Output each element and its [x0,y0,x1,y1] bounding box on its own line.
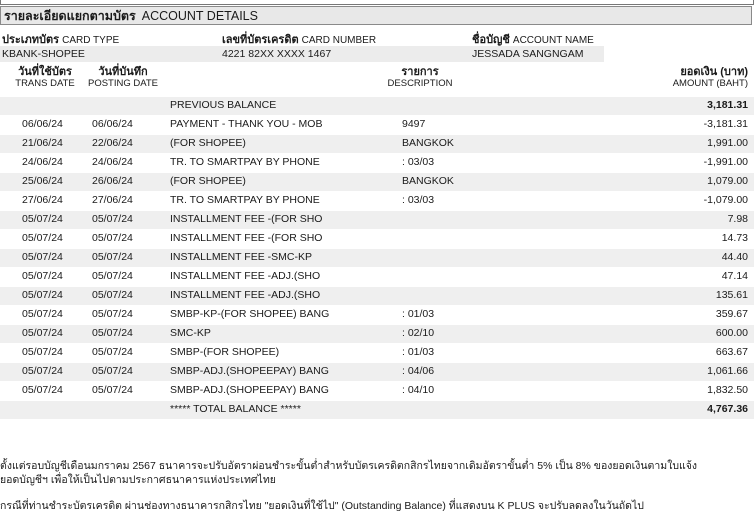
column-header-description: รายการ DESCRIPTION [387,66,453,89]
description-cell: INSTALLMENT FEE -SMC-KP [170,251,312,263]
section-title-thai: รายละเอียดแยกตามบัตร [4,8,136,23]
posting-date-cell: 24/06/24 [92,156,133,168]
description-cell: INSTALLMENT FEE -ADJ.(SHO [170,289,321,301]
rate-change-notice: ตั้งแต่รอบบัญชีเดือนมกราคม 2567 ธนาคารจะปรับอัตราผ่อนชำระขั้นต่ำสำหรับบัตรเครดิตกสิกรไทยจากเดิมอัตราขั้นต่ำ 5% เป็น 8% ของยอดเงินตามใบแจ้ง ยอดบัญชีฯ เพื่อให้เป็นไปตามประกาศธนาคารแห่งประเทศไทย [0,460,698,486]
posting-date-cell: 26/06/24 [92,175,133,187]
card-number-value: 4221 82XX XXXX 1467 [222,48,332,60]
amount-cell: 359.67 [715,308,748,320]
trans-date-cell: 27/06/24 [22,194,63,206]
trans-date-cell: 25/06/24 [22,175,63,187]
reference-cell: : 03/03 [402,156,435,168]
table-row [0,401,754,419]
table-row [0,382,754,400]
table-row [0,230,754,248]
top-border [0,0,754,5]
description-cell: ***** TOTAL BALANCE ***** [170,403,301,415]
reference-cell: : 01/03 [402,308,435,320]
column-header-posting-date: วันที่บันทึก POSTING DATE [87,66,159,89]
reference-cell: 9497 [402,118,426,130]
section-title-english: ACCOUNT DETAILS [141,8,258,23]
description-cell: INSTALLMENT FEE -(FOR SHO [170,232,323,244]
card-type-label: ประเภทบัตร CARD TYPE [2,34,120,46]
posting-date-cell: 05/07/24 [92,270,133,282]
amount-cell: 663.67 [715,346,748,358]
reference-cell: BANGKOK [402,175,454,187]
posting-date-cell: 05/07/24 [92,251,133,263]
posting-date-cell: 05/07/24 [92,346,133,358]
table-row [0,344,754,362]
trans-date-cell: 05/07/24 [22,232,63,244]
reference-cell: : 01/03 [402,346,435,358]
table-row [0,363,754,381]
trans-date-cell: 05/07/24 [22,308,63,320]
trans-date-cell: 05/07/24 [22,365,63,377]
amount-cell: 3,181.31 [707,99,748,111]
amount-cell: -3,181.31 [703,118,748,130]
amount-cell: 47.14 [721,270,748,282]
amount-cell: 1,991.00 [707,137,748,149]
table-row [0,306,754,324]
amount-cell: 135.61 [715,289,748,301]
amount-cell: -1,991.00 [703,156,748,168]
trans-date-cell: 05/07/24 [22,289,63,301]
amount-cell: 4,767.36 [707,403,748,415]
amount-cell: 1,832.50 [707,384,748,396]
posting-date-cell: 05/07/24 [92,289,133,301]
amount-cell: 600.00 [715,327,748,339]
account-name-value: JESSADA SANGNGAM [472,48,584,60]
trans-date-cell: 05/07/24 [22,213,63,225]
amount-cell: 44.40 [721,251,748,263]
reference-cell: BANGKOK [402,137,454,149]
posting-date-cell: 27/06/24 [92,194,133,206]
reference-cell: : 02/10 [402,327,435,339]
posting-date-cell: 05/07/24 [92,213,133,225]
table-row [0,211,754,229]
table-row [0,325,754,343]
table-row [0,173,754,191]
trans-date-cell: 05/07/24 [22,384,63,396]
reference-cell: : 03/03 [402,194,435,206]
amount-cell: 14.73 [721,232,748,244]
posting-date-cell: 06/06/24 [92,118,133,130]
description-cell: (FOR SHOPEE) [170,175,246,187]
trans-date-cell: 06/06/24 [22,118,63,130]
table-row [0,97,754,115]
description-cell: SMC-KP [170,327,211,339]
section-title-bar [0,6,752,25]
description-cell: PREVIOUS BALANCE [170,99,277,111]
amount-cell: 1,061.66 [707,365,748,377]
trans-date-cell: 05/07/24 [22,346,63,358]
account-name-label: ชื่อบัญชี ACCOUNT NAME [472,34,594,46]
amount-cell: -1,079.00 [703,194,748,206]
card-number-label: เลขที่บัตรเครดิต CARD NUMBER [222,34,377,46]
posting-date-cell: 05/07/24 [92,365,133,377]
description-cell: INSTALLMENT FEE -(FOR SHO [170,213,323,225]
description-cell: PAYMENT - THANK YOU - MOB [170,118,323,130]
table-row [0,154,754,172]
payment-notice: กรณีที่ท่านชำระบัตรเครดิต ผ่านช่องทางธนาคารกสิกรไทย "ยอดเงินที่ใช้ไป" (Outstanding Balance) ที่แสดงบน K PLUS จะปรับลดลงในวันถัดไป [0,500,644,512]
column-header-trans-date: วันที่ใช้บัตร TRANS DATE [15,66,75,89]
description-cell: SMBP-ADJ.(SHOPEEPAY) BANG [170,365,329,377]
trans-date-cell: 05/07/24 [22,327,63,339]
posting-date-cell: 05/07/24 [92,327,133,339]
posting-date-cell: 05/07/24 [92,232,133,244]
card-type-value: KBANK-SHOPEE [2,48,85,60]
table-row [0,192,754,210]
table-row [0,287,754,305]
trans-date-cell: 21/06/24 [22,137,63,149]
description-cell: TR. TO SMARTPAY BY PHONE [170,156,320,168]
table-row [0,249,754,267]
reference-cell: : 04/10 [402,384,435,396]
amount-cell: 1,079.00 [707,175,748,187]
table-row [0,116,754,134]
posting-date-cell: 05/07/24 [92,308,133,320]
description-cell: SMBP-KP-(FOR SHOPEE) BANG [170,308,330,320]
table-row [0,135,754,153]
description-cell: (FOR SHOPEE) [170,137,246,149]
reference-cell: : 04/06 [402,365,435,377]
description-cell: TR. TO SMARTPAY BY PHONE [170,194,320,206]
posting-date-cell: 22/06/24 [92,137,133,149]
trans-date-cell: 24/06/24 [22,156,63,168]
description-cell: SMBP-(FOR SHOPEE) [170,346,280,358]
column-header-amount: ยอดเงิน (บาท) AMOUNT (BAHT) [672,66,748,89]
amount-cell: 7.98 [727,213,748,225]
description-cell: SMBP-ADJ.(SHOPEEPAY) BANG [170,384,329,396]
trans-date-cell: 05/07/24 [22,270,63,282]
description-cell: INSTALLMENT FEE -ADJ.(SHO [170,270,321,282]
table-row [0,268,754,286]
posting-date-cell: 05/07/24 [92,384,133,396]
trans-date-cell: 05/07/24 [22,251,63,263]
